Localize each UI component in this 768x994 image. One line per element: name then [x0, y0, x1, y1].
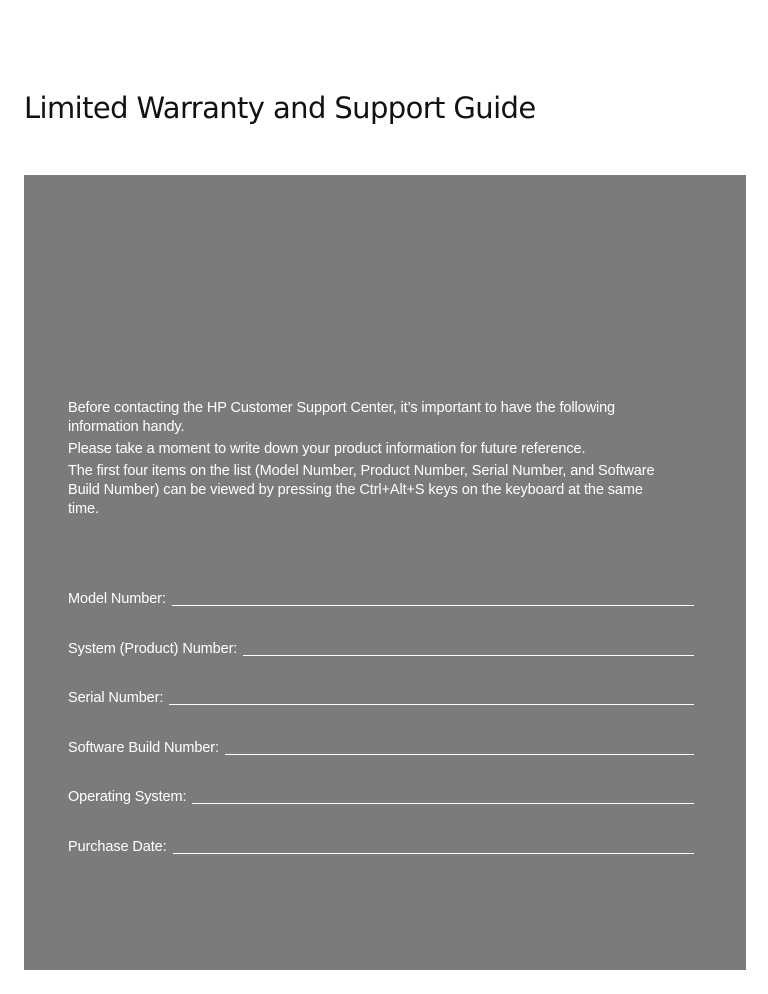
system-product-number-field — [68, 637, 694, 657]
product-info-form — [68, 587, 694, 885]
intro-paragraph-write-down: Please take a moment to write down your product information for future reference. — [68, 441, 586, 457]
field-label: Software Build Number: — [68, 739, 219, 756]
field-label: Operating System: — [68, 789, 187, 806]
field-label: Serial Number: — [68, 690, 164, 707]
serial-number-field — [68, 686, 694, 706]
software-build-number-blank[interactable] — [225, 739, 694, 755]
info-panel — [24, 175, 746, 970]
operating-system-blank[interactable] — [192, 788, 694, 804]
intro-paragraph-contact: Before contacting the HP Customer Support Center, it’s important to have the following information handy. — [68, 400, 616, 435]
page-title: Limited Warranty and Support Guide — [24, 91, 536, 125]
field-label: Model Number: — [68, 591, 166, 607]
software-build-number-field — [68, 736, 694, 756]
system-product-number-blank[interactable] — [243, 640, 694, 656]
model-number-blank[interactable] — [172, 590, 694, 606]
purchase-date-blank[interactable] — [173, 838, 694, 854]
model-number-field — [68, 587, 694, 607]
operating-system-field — [68, 785, 694, 805]
intro-text — [68, 399, 668, 522]
purchase-date-field — [68, 835, 694, 855]
serial-number-blank[interactable] — [169, 689, 694, 705]
field-label: System (Product) Number: — [68, 640, 238, 657]
intro-paragraph-shortcut: The first four items on the list (Model Number, Product Number, Serial Number, and Software Build Number) can be viewed by pressing the Ctrl+Alt+S keys on the keyboard at the same time. — [68, 463, 655, 517]
field-label: Purchase Date: — [68, 838, 167, 855]
